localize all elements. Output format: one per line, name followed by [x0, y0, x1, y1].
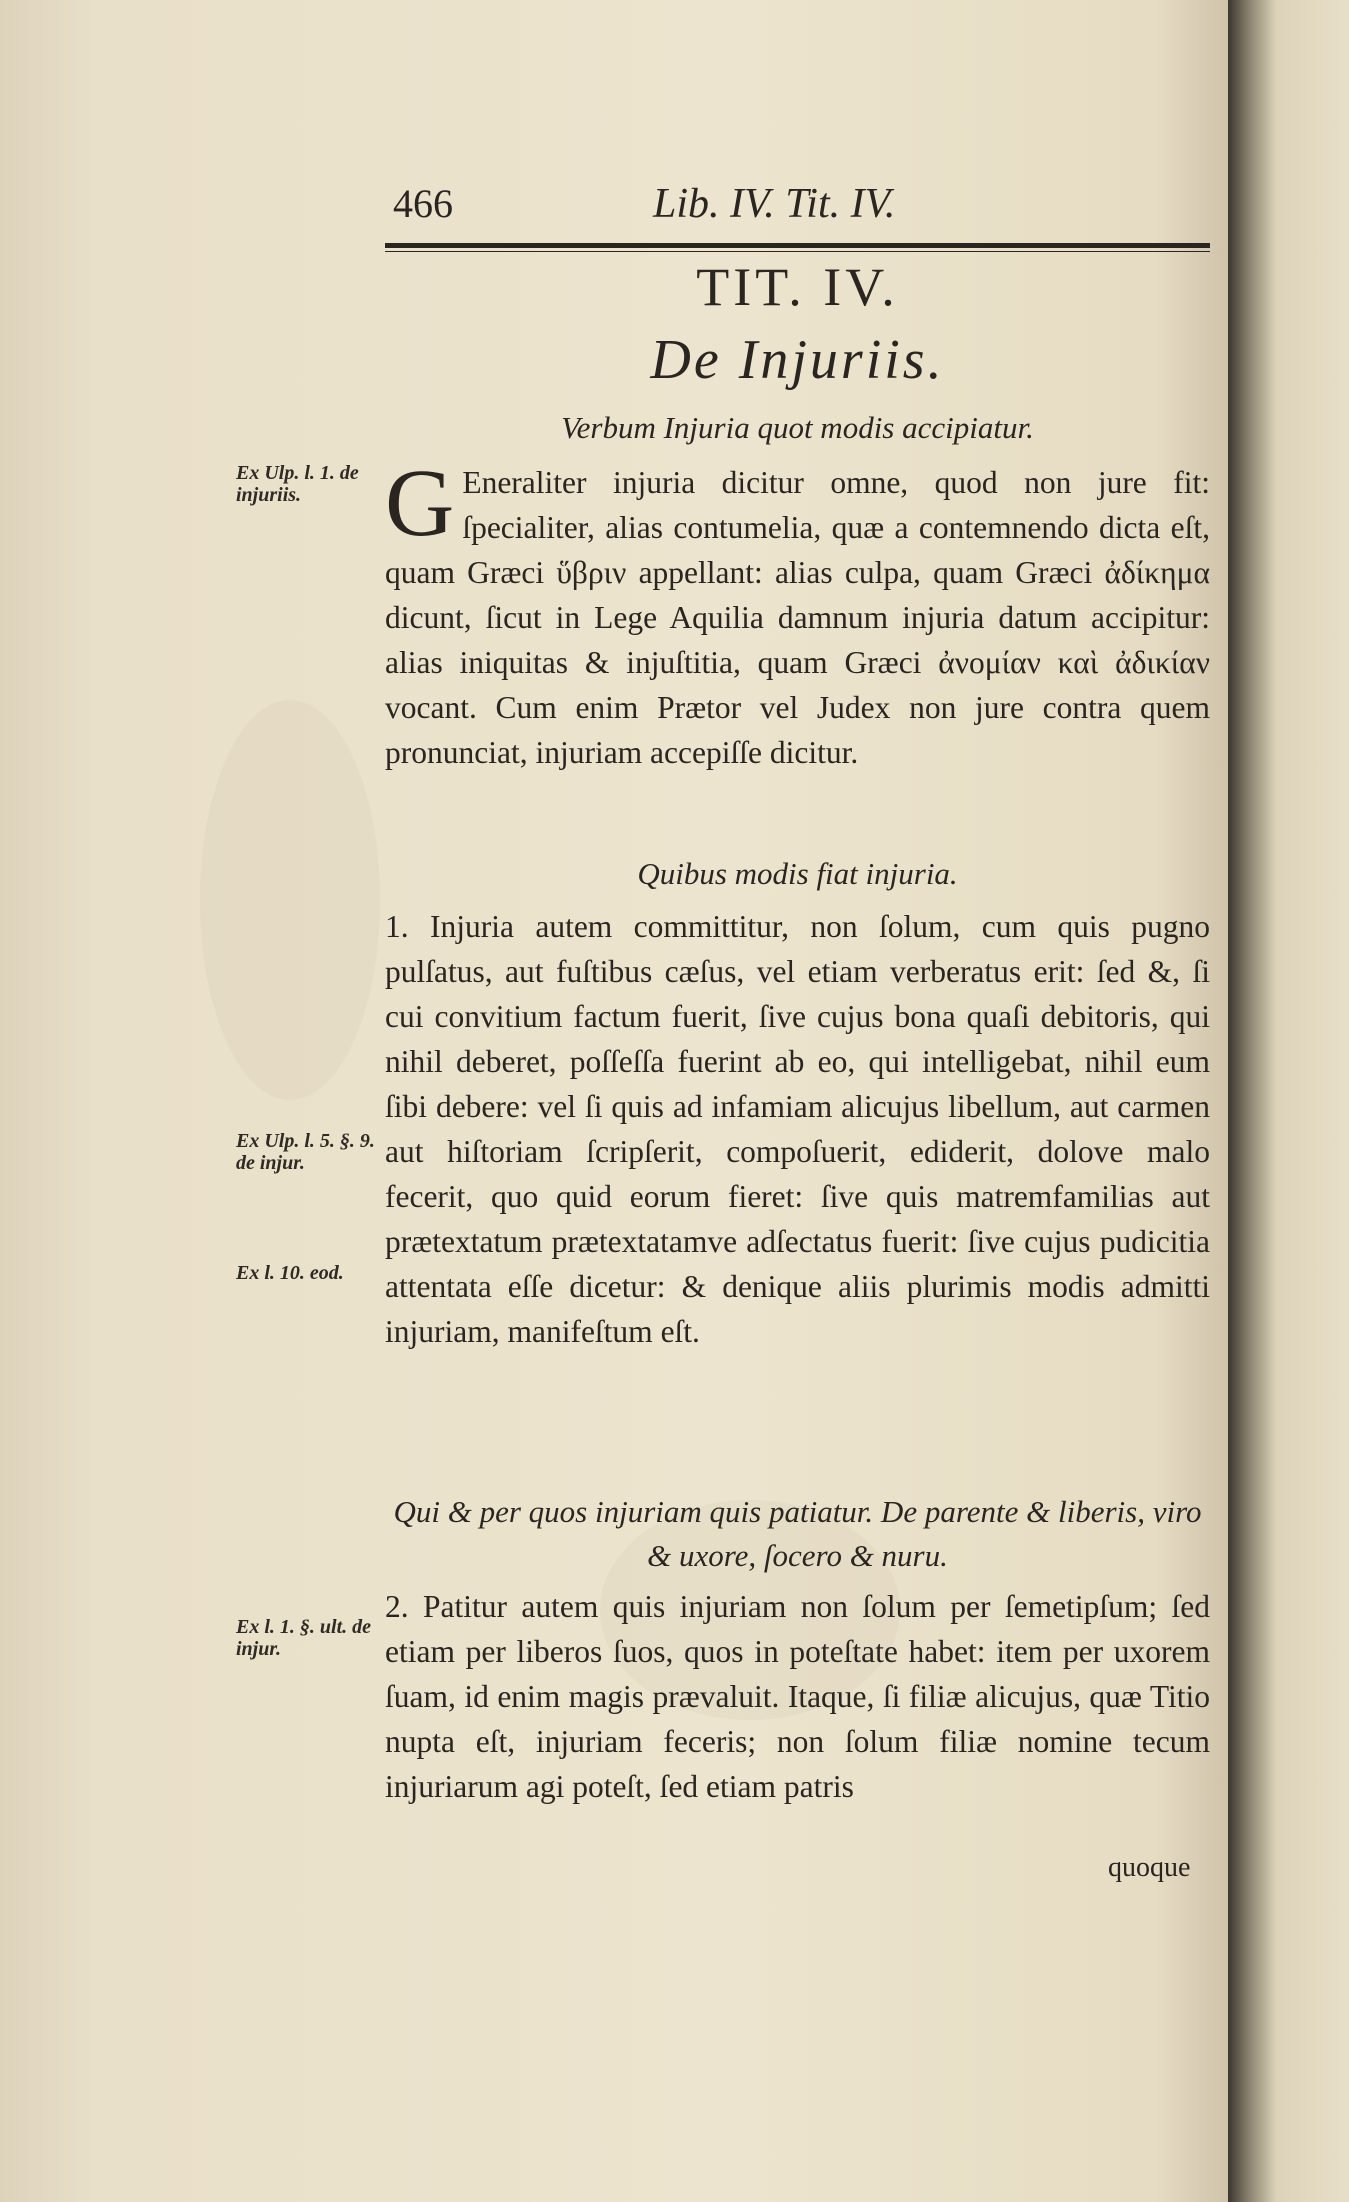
section-paragraph: 2. Patitur autem quis injuriam non ſolum per ſemetipſum; ſed etiam per liberos ſuos, quos in poteſtate habet: item per uxorem ſuam, id enim magis prævaluit. Itaque, ſi filiæ alicujus, quæ Titio nupta eſt, injuriam feceris; non ſolum filiæ nomine tecum injuriarum agi poteſt, ſed etiam patris	[385, 1589, 1210, 1804]
section-paragraph	[385, 449, 1210, 775]
section-rubric: Quibus modis fiat injuria.	[637, 856, 958, 891]
drop-cap: G	[385, 449, 455, 556]
paragraph-text: Eneraliter injuria dicitur omne, quod non jure fit: ſpecialiter, alias contumelia, quæ a contemnendo dicta eſt, quam Græci ὕβριν appellant: alias culpa, quam Græci ἀδίκημα dicunt, ſicut in Lege Aquilia damnum injuria datum accipitur: alias iniquitas & injuſtitia, quam Græci ἀνομίαν καὶ ἀδικίαν vocant. Cum enim Prætor vel Judex non jure contra quem pronunciat, injuriam accepiſſe dicitur.	[385, 465, 1210, 770]
section-paragraph: 1. Injuria autem committitur, non ſolum, cum quis pugno pulſatus, aut fuſtibus cæſus, vel etiam verberatus erit: ſed &, ſi cui convitium factum fuerit, ſive cujus bona quaſi debitoris, qui nihil deberet, poſſeſſa fuerint ab eo, qui intelligebat, nihil eum ſibi debere: vel ſi quis ad infamiam alicujus libellum, aut carmen aut hiſtoriam ſcripſerit, compoſuerit, ediderit, dolove malo fecerit, quo quid eorum fieret: ſive quis matremfamilias aut prætextatum prætextatamve adſectatus fuerit: ſive cujus pudicitia attentata eſſe dicetur: & denique aliis plurimis modis admitti injuriam, manifeſtum eſt.	[385, 909, 1210, 1349]
book-gutter	[1228, 0, 1349, 2202]
section-rubric: Qui & per quos injuriam quis patiatur. De parente & liberis, viro & uxore, ſocero & nuru.	[393, 1494, 1202, 1573]
title-subheading: De Injuriis.	[650, 329, 945, 391]
header-rule-thin	[385, 251, 1210, 252]
running-title: Lib. IV. Tit. IV.	[653, 181, 896, 227]
header-rule	[385, 243, 1210, 248]
page-number: 466	[393, 181, 453, 226]
title-heading: TIT. IV.	[696, 257, 899, 317]
catchword: quoque	[1108, 1852, 1191, 1883]
margin-note: Ex Ulp. l. 1. de injuriis.	[236, 462, 359, 506]
margin-note: Ex l. 10. eod.	[236, 1262, 344, 1284]
paper-stain	[200, 700, 380, 1100]
margin-note: Ex l. 1. §. ult. de injur.	[236, 1616, 372, 1660]
running-head	[383, 180, 1223, 240]
section-rubric: Verbum Injuria quot modis accipiatur.	[561, 410, 1034, 445]
margin-note: Ex Ulp. l. 5. §. 9. de injur.	[236, 1130, 375, 1174]
